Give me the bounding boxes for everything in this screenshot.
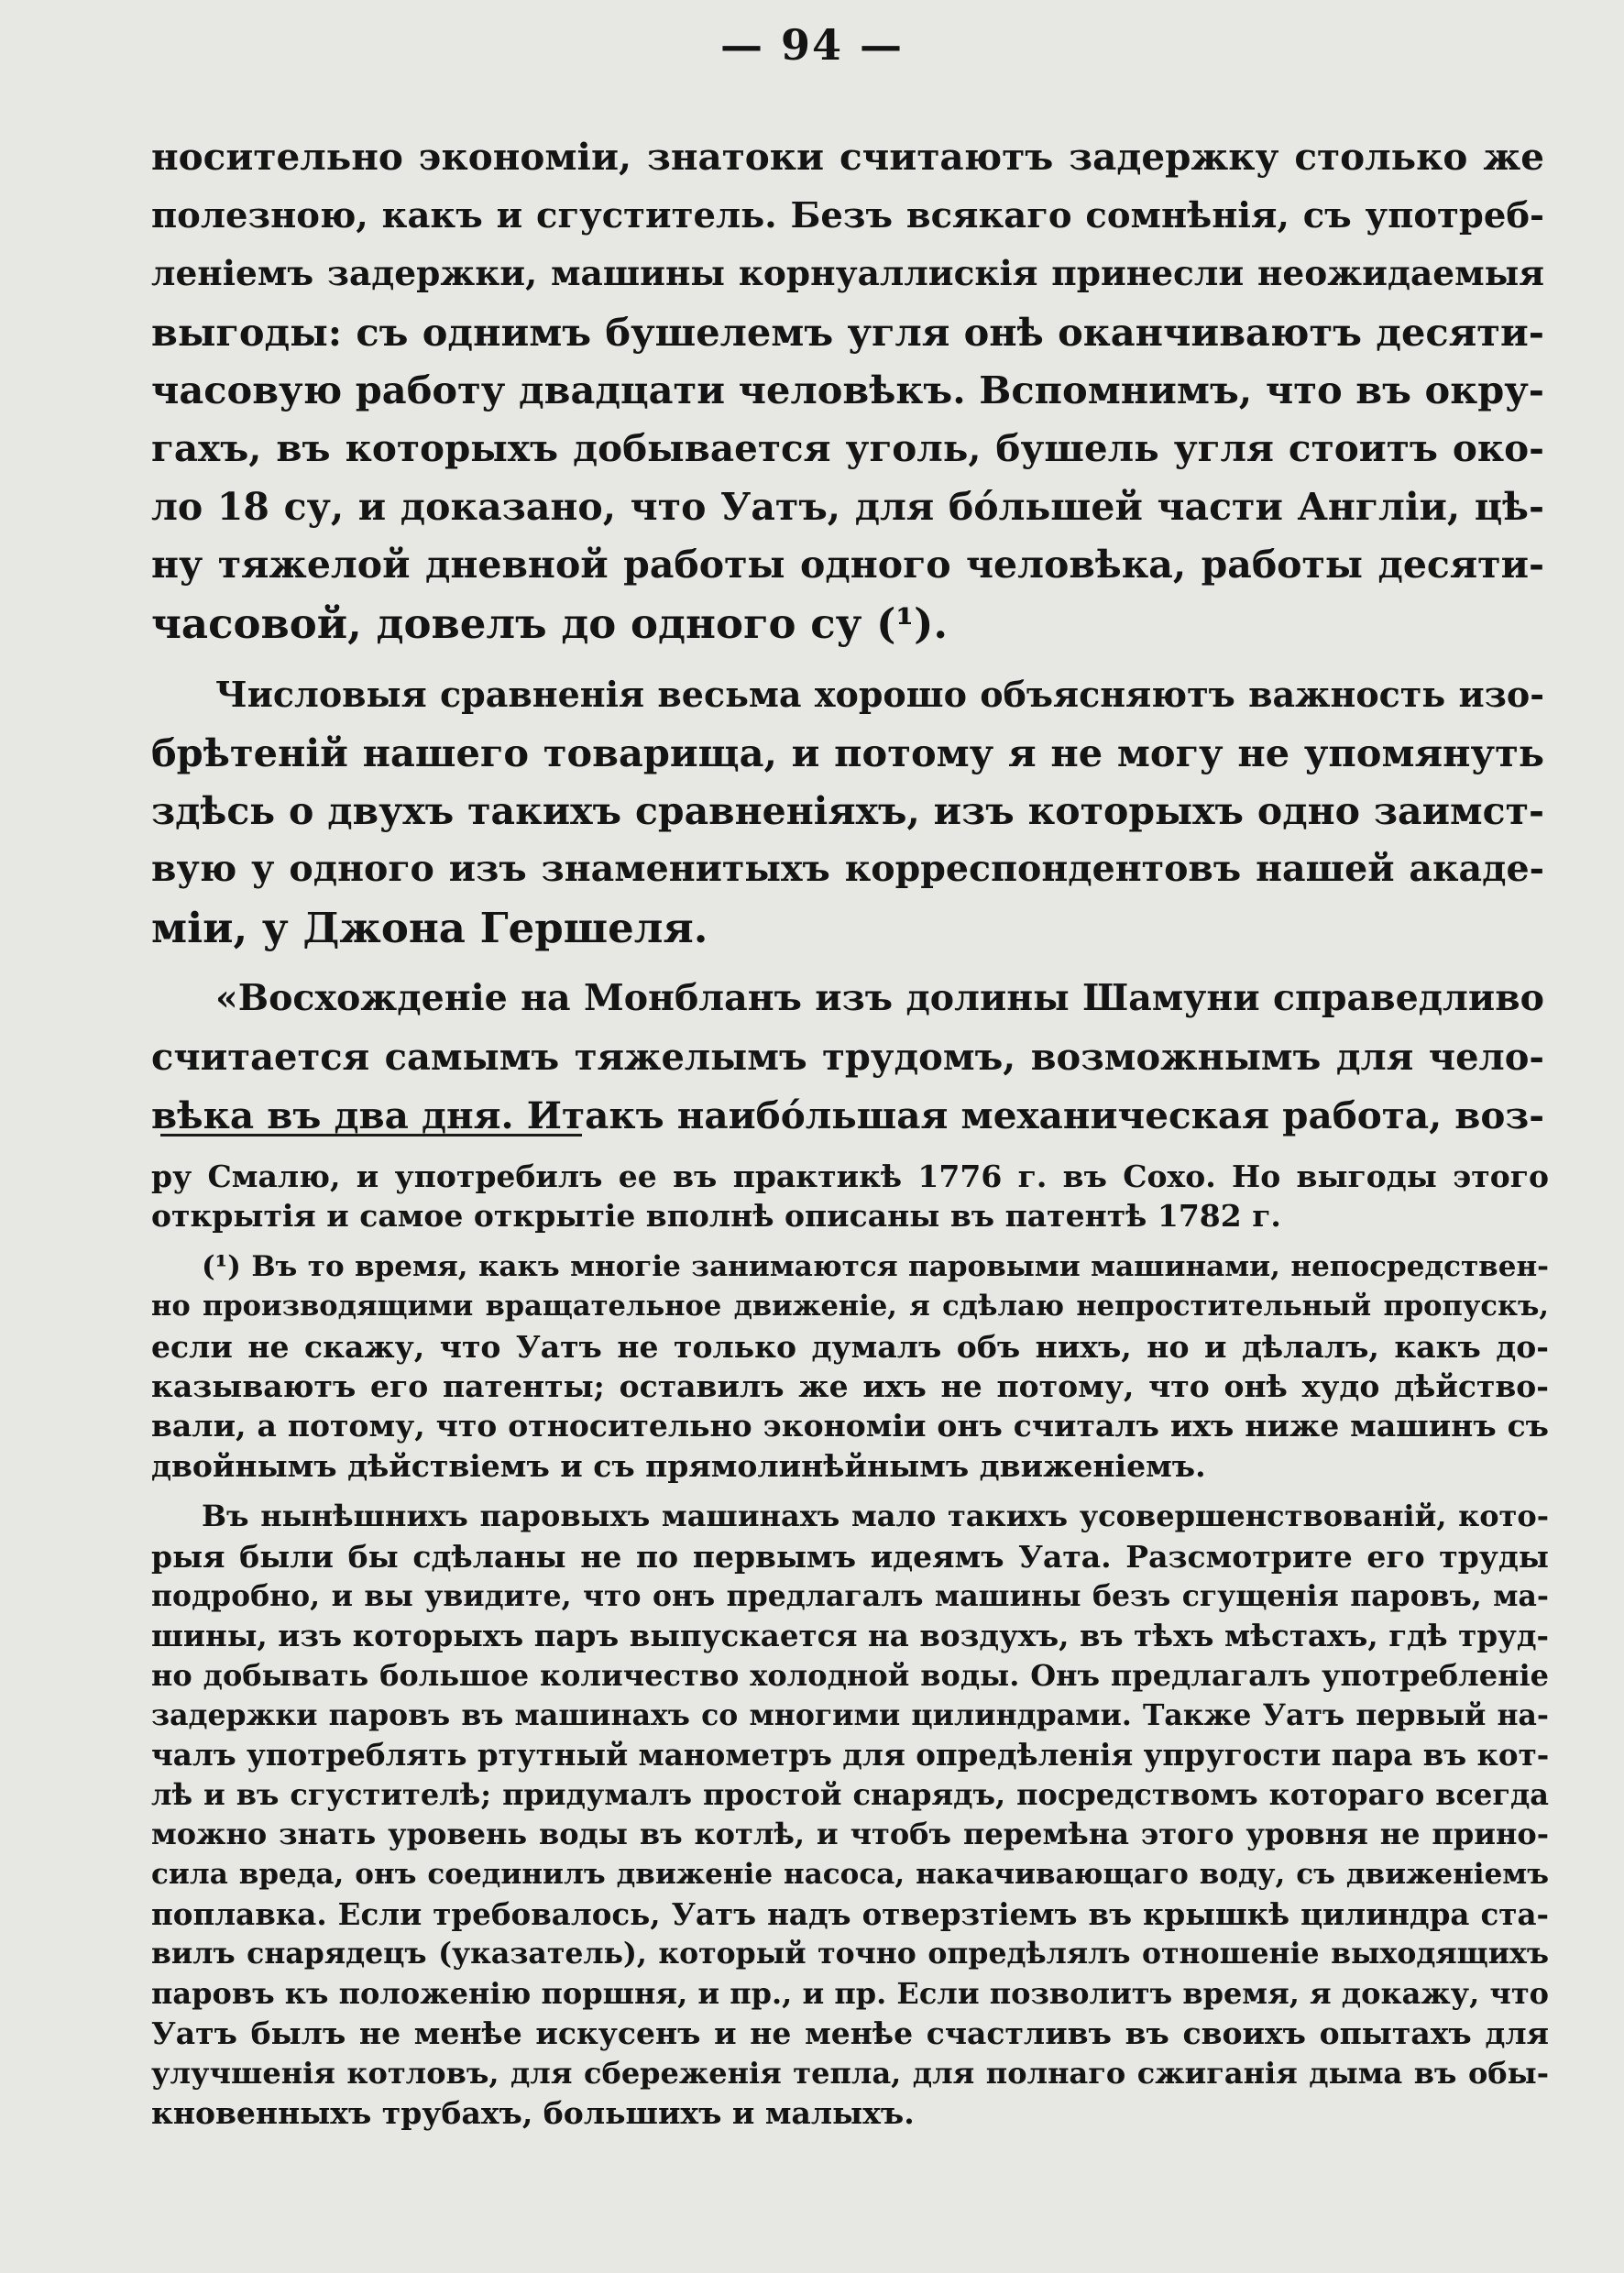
text-line: полезною, какъ и сгуститель. Безъ всякаго сомнѣнія, съ употреб- (151, 194, 1544, 236)
text-line: вѣка въ два дня. Итакъ наибо́льшая механическая работа, воз- (151, 1093, 1545, 1137)
footnote-line: но добывать большое количество холодной воды. Онъ предлагалъ употребленіе (151, 1657, 1549, 1693)
footnote-line: казываютъ его патенты; оставилъ же ихъ не потому, что онѣ худо дѣйство- (151, 1367, 1549, 1404)
footnote-line: лѣ и въ сгустителѣ; придумалъ простой снарядъ, посредствомъ котораго всегда (151, 1776, 1549, 1812)
footnote-line: открытія и самое открытіе вполнѣ описаны въ патентѣ 1782 г. (151, 1198, 1281, 1235)
footnote-line: вали, а потому, что относительно экономіи онъ считалъ ихъ ниже машинъ съ (151, 1408, 1549, 1444)
footnote-line: сила вреда, онъ соединилъ движеніе насоса, накачивающаго воду, съ движеніемъ (151, 1857, 1549, 1891)
text-line: леніемъ задержки, машины корнуаллискія принесли неожидаемыя (151, 253, 1544, 294)
text-line: ну тяжелой дневной работы одного человѣка, работы десяти- (151, 543, 1544, 587)
footnote-line: чалъ употреблять ртутный манометръ для опредѣленія упругости пара въ кот- (151, 1737, 1550, 1773)
text-line: ло 18 су, и доказано, что Уатъ, для бо́льшей части Англіи, цѣ- (151, 484, 1544, 529)
text-line: міи, у Джона Гершеля. (151, 903, 708, 952)
footnote-line: поплавка. Если требовалось, Уатъ надъ отверзтіемъ въ крышкѣ цилиндра ста- (151, 1896, 1549, 1933)
footnote-line: паровъ къ положенію поршня, и пр., и пр. Если позволитъ время, я докажу, что (151, 1975, 1549, 2011)
text-line: Числовыя сравненія весьма хорошо объясняютъ важность изо- (215, 674, 1544, 716)
footnote-line: рыя были бы сдѣланы не по первымъ идеямъ Уата. Разсмотрите его труды (151, 1538, 1549, 1575)
text-line: здѣсь о двухъ такихъ сравненіяхъ, изъ которыхъ одно заимст- (151, 788, 1544, 833)
footnote-line: подробно, и вы увидите, что онъ предлагалъ машины безъ сгущенія паровъ, ма- (151, 1578, 1549, 1613)
text-line: гахъ, въ которыхъ добывается уголь, бушель угля стоитъ око- (151, 425, 1544, 470)
text-line: брѣтеній нашего товарища, и потому я не могу не упомянуть (151, 730, 1544, 775)
page-number: — 94 — (719, 20, 905, 70)
text-line: «Восхожденіе на Монбланъ изъ долины Шамуни справедливо (215, 977, 1544, 1020)
text-line: выгоды: съ однимъ бушелемъ угля онѣ оканчиваютъ десяти- (151, 309, 1544, 355)
footnote-line: если не скажу, что Уатъ не только думалъ объ нихъ, но и дѣлалъ, какъ до- (151, 1328, 1549, 1365)
text-line: часовую работу двадцати человѣкъ. Вспомнимъ, что въ окру- (151, 368, 1544, 413)
footnote-line: Въ нынѣшнихъ паровыхъ машинахъ мало такихъ усовершенствованій, кото- (202, 1499, 1549, 1534)
footnote-line: улучшенія котловъ, для сбереженія тепла, для полнаго сжиганія дыма въ обы- (151, 2055, 1549, 2091)
text-line: носительно экономіи, знатоки считаютъ задержку столько же (151, 135, 1544, 179)
main-text (151, 128, 1544, 1145)
footnote-line: двойнымъ дѣйствіемъ и съ прямолинѣйнымъ движеніемъ. (151, 1447, 1206, 1484)
footnote-line: но производящими вращательное движеніе, я сдѣлаю непростительный пропускъ, (151, 1290, 1549, 1323)
footnote-line: вилъ снарядецъ (указатель), который точно опредѣлялъ отношеніе выходящихъ (151, 1937, 1549, 1971)
footnote-line: можно знать уровень воды въ котлѣ, и чтобъ перемѣна этого уровня не прино- (151, 1817, 1549, 1852)
footnote-line: кновенныхъ трубахъ, большихъ и малыхъ. (151, 2094, 915, 2131)
footnote-line: (¹) Въ то время, какъ многіе занимаются паровыми машинами, непосредствен- (202, 1249, 1549, 1283)
footnote-line: ру Смалю, и употребилъ ее въ практикѣ 1776 г. въ Сохо. Но выгоды этого (151, 1158, 1549, 1194)
text-line: вую у одного изъ знаменитыхъ корреспондентовъ нашей акаде- (151, 848, 1544, 891)
text-line: часовой, довелъ до одного су (¹). (151, 598, 949, 648)
text-line: считается самымъ тяжелымъ трудомъ, возможнымъ для чело- (151, 1035, 1544, 1079)
footnote-divider (160, 1134, 582, 1136)
footnote-line: Уатъ былъ не менѣе искусенъ и не менѣе счастливъ въ своихъ опытахъ для (151, 2015, 1549, 2052)
footnote-line: задержки паровъ въ машинахъ со многими цилиндрами. Также Уатъ первый на- (151, 1698, 1549, 1733)
footnotes (151, 1157, 1549, 2133)
footnote-line: шины, изъ которыхъ паръ выпускается на воздухъ, въ тѣхъ мѣстахъ, гдѣ труд- (151, 1618, 1549, 1654)
